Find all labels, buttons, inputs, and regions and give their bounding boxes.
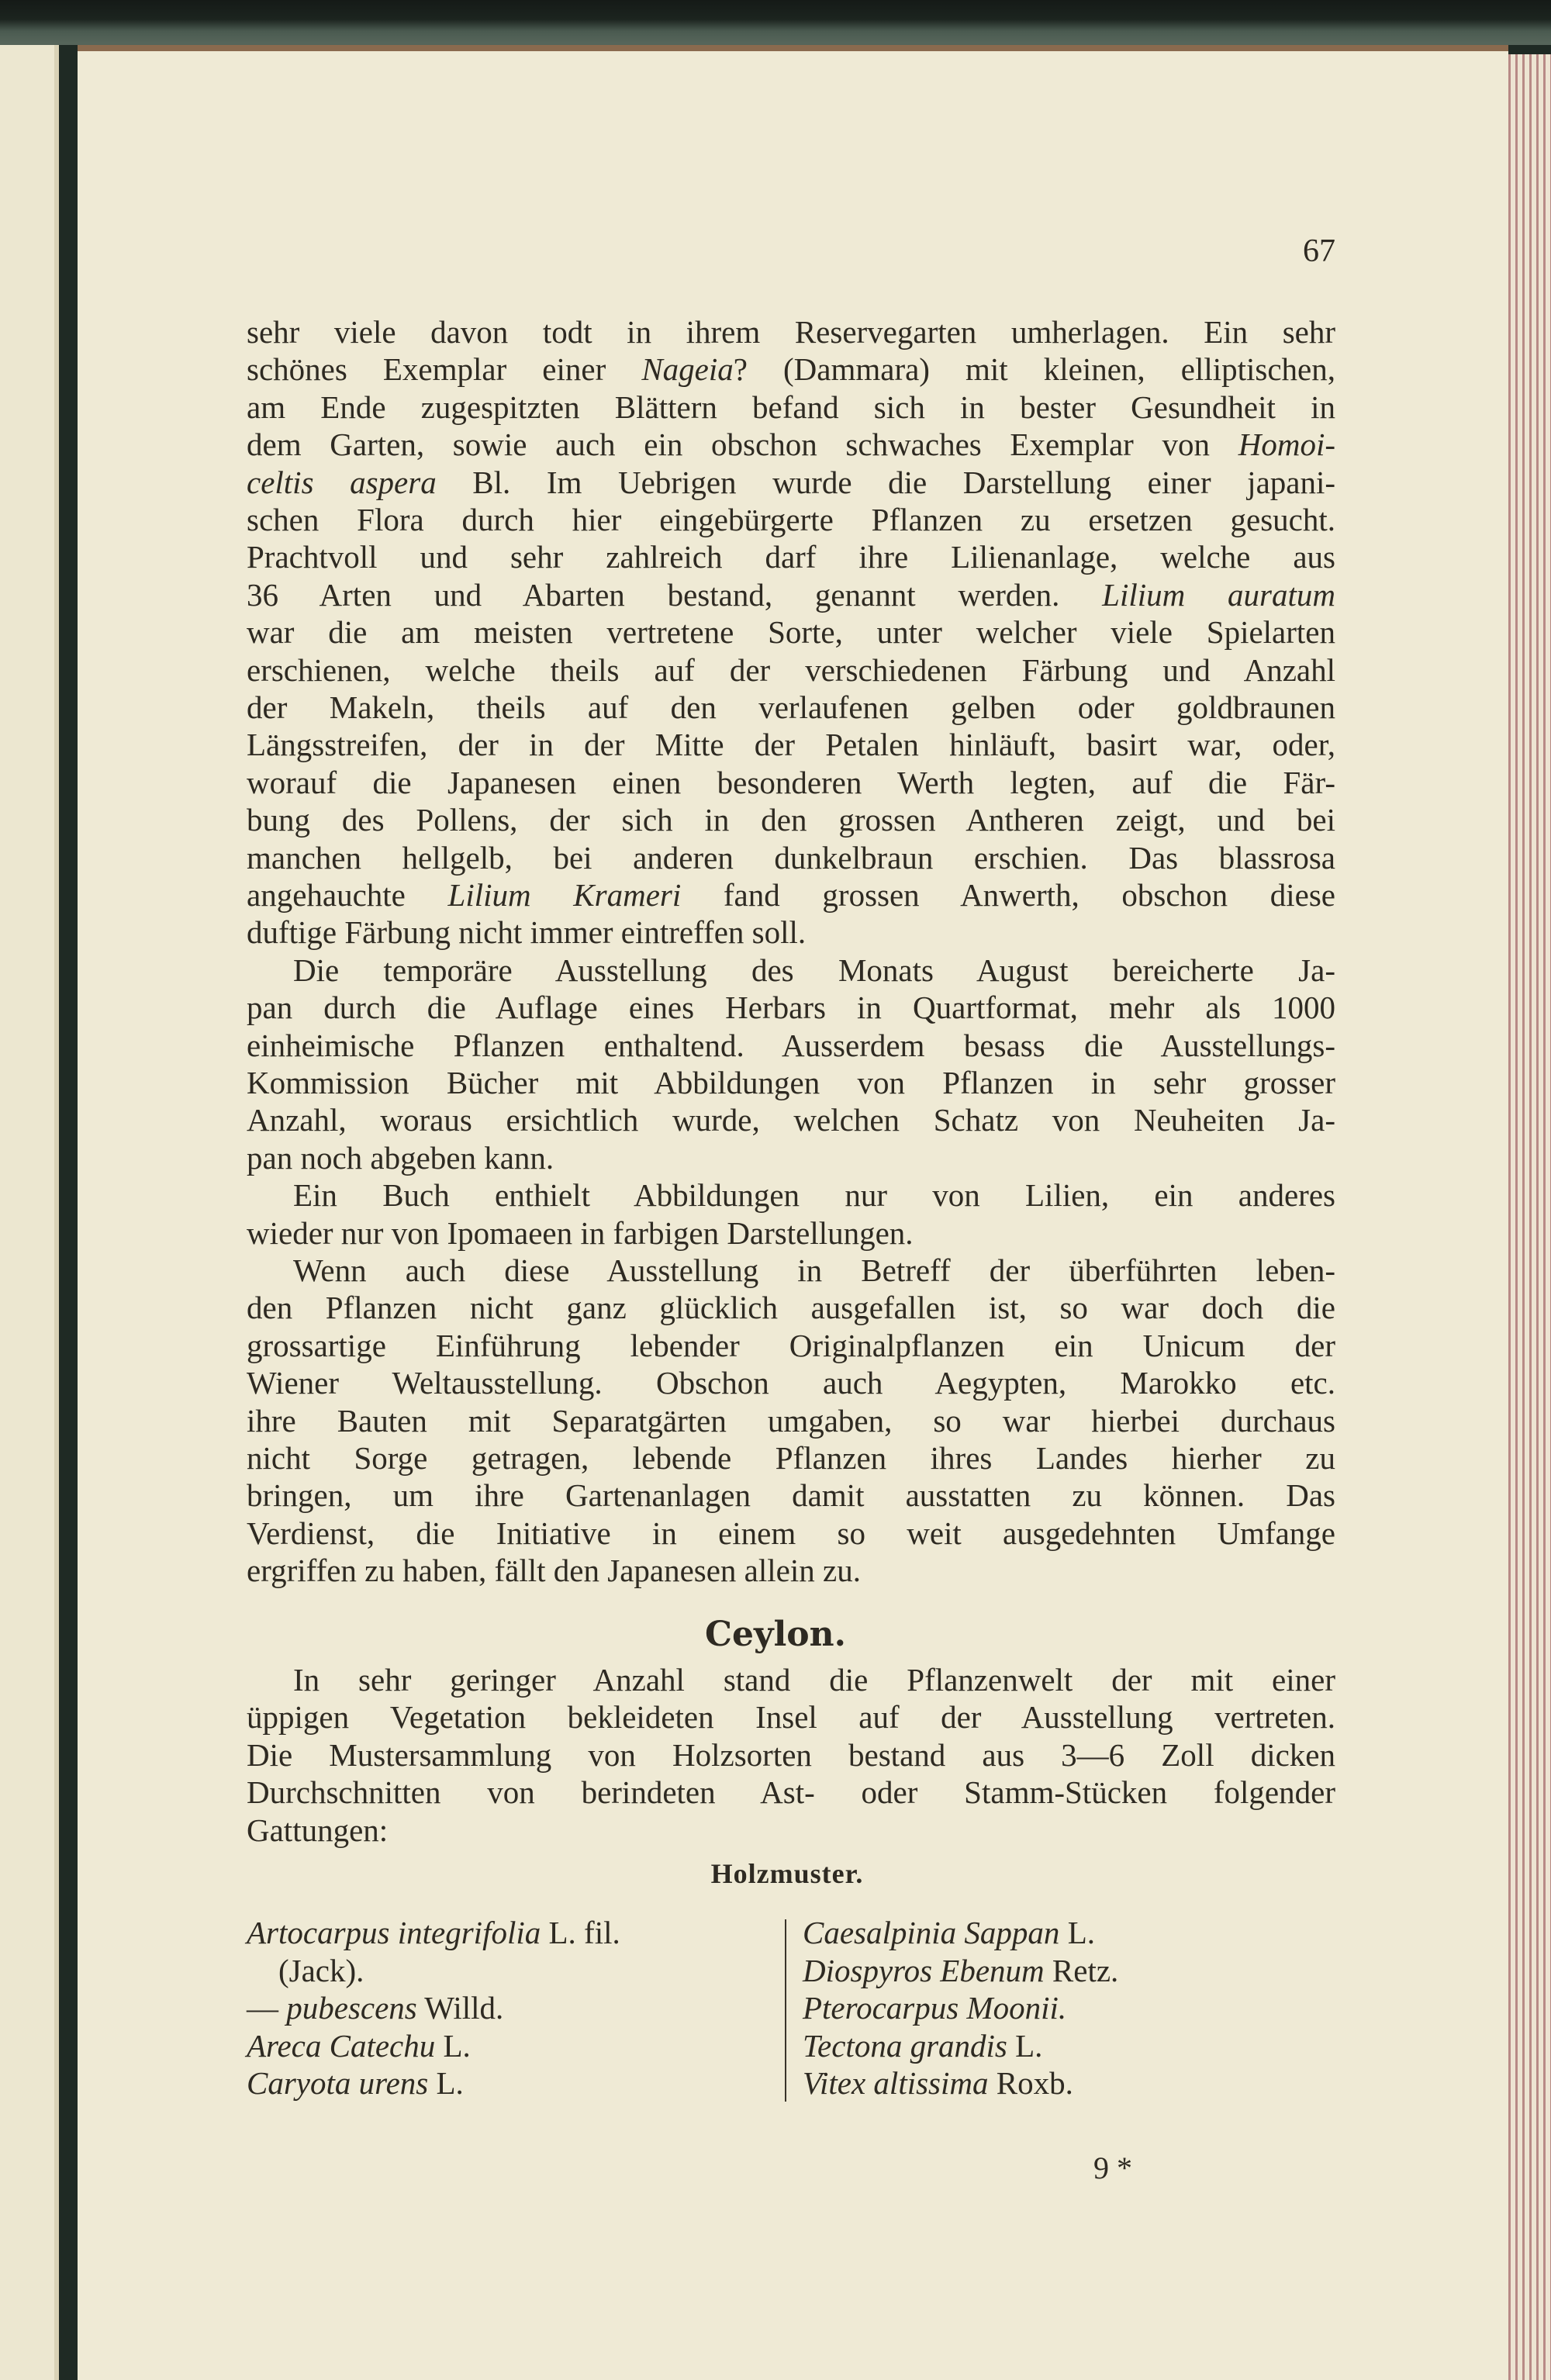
text-line	[293, 1252, 1335, 1289]
italic-text-run: Tectona grandis	[803, 2027, 1007, 2064]
species-entry	[803, 1989, 1118, 2027]
text-line	[247, 464, 1335, 501]
text-line	[247, 576, 1335, 613]
page-edges	[1508, 54, 1551, 2380]
text-run: Längsstreifen, der in der Mitte der Petalen hinläuft, basirt war, oder,	[247, 727, 1335, 763]
text-line	[247, 1027, 1335, 1064]
species-list-left	[247, 1914, 620, 2102]
text-line	[247, 651, 1335, 689]
page-number: 67	[1303, 233, 1335, 269]
text-run: dem Garten, sowie auch ein obschon schwaches Exemplar von	[247, 427, 1238, 463]
text-run: Verdienst, die Initiative in einem so weit ausgedehnten Umfange	[247, 1515, 1335, 1551]
subheading: Holzmuster.	[710, 1858, 864, 1889]
section-heading: Ceylon.	[705, 1615, 846, 1654]
italic-text-run: Artocarpus integrifolia	[247, 1915, 541, 1950]
italic-text-run: Nageia	[641, 351, 734, 388]
text-line	[247, 1698, 1335, 1736]
text-line	[247, 839, 1335, 876]
text-run: bung des Pollens, der sich in den grossen Antheren zeigt, und bei	[247, 802, 1335, 838]
text-line	[247, 726, 1335, 763]
text-line	[247, 313, 1335, 351]
text-line	[247, 801, 1335, 838]
species-entry	[247, 1989, 620, 2027]
italic-text-run: Vitex altissima	[803, 2065, 989, 2101]
text-run: üppigen Vegetation bekleideten Insel auf der Ausstellung vertreten.	[247, 1699, 1335, 1736]
text-run: Durchschnitten von berindeten Ast- oder Stamm-Stücken folgender	[247, 1774, 1335, 1811]
text-line	[247, 426, 1335, 463]
text-line	[247, 876, 1335, 914]
text-line	[247, 1327, 1335, 1364]
text-run: sehr viele davon todt in ihrem Reservegarten umherlagen. Ein sehr	[247, 314, 1335, 350]
scanner-background	[0, 0, 1551, 45]
text-line	[247, 501, 1335, 538]
italic-text-run: Pterocarpus Moonii.	[803, 1990, 1067, 2026]
species-list-right	[803, 1914, 1118, 2102]
text-run: Gattungen:	[247, 1812, 389, 1848]
text-run: einheimische Pflanzen enthaltend. Ausserdem besass die Ausstellungs-	[247, 1027, 1335, 1063]
italic-text-run: celtis aspera	[247, 464, 437, 500]
text-run: wieder nur von Ipomaeen in farbigen Darstellungen.	[247, 1214, 914, 1251]
text-run: Die temporäre Ausstellung des Monats August bereicherte Ja-	[293, 952, 1335, 988]
species-entry	[803, 1952, 1118, 1990]
text-run: Wiener Weltausstellung. Obschon auch Aegypten, Marokko etc.	[247, 1365, 1335, 1401]
species-entry	[247, 2027, 620, 2065]
text-line	[247, 689, 1335, 726]
text-line	[247, 351, 1335, 388]
text-line	[247, 1214, 1335, 1252]
species-entry	[247, 1914, 620, 1952]
text-run: schen Flora durch hier eingebürgerte Pflanzen zu ersetzen gesucht.	[247, 502, 1335, 537]
text-line	[247, 989, 1335, 1026]
text-run: bringen, um ihre Gartenanlagen damit ausstatten zu können. Das	[247, 1477, 1335, 1514]
text-run: ihre Bauten mit Separatgärten umgaben, so war hierbei durchaus	[247, 1402, 1335, 1439]
text-line	[247, 1552, 1335, 1589]
text-run: pan durch die Auflage eines Herbars in Quartformat, mehr als 1000	[247, 990, 1335, 1026]
text-run: Ein Buch enthielt Abbildungen nur von Lilien, ein anderes	[293, 1177, 1335, 1214]
text-run: angehauchte	[247, 877, 448, 913]
text-line	[247, 1515, 1335, 1552]
text-run: Prachtvoll und sehr zahlreich darf ihre Lilienanlage, welche aus	[247, 539, 1335, 575]
text-line	[247, 1101, 1335, 1138]
species-entry	[803, 2064, 1118, 2102]
text-run: L.	[1059, 1915, 1095, 1950]
text-line	[293, 952, 1335, 989]
italic-text-run: Caryota urens	[247, 2065, 429, 2101]
text-run: Wenn auch diese Ausstellung in Betreff der überführten leben-	[293, 1252, 1335, 1288]
text-run: L.	[428, 2065, 464, 2101]
text-run: Retz.	[1044, 1952, 1119, 1988]
text-line	[247, 1439, 1335, 1477]
text-line	[247, 389, 1335, 426]
text-line	[247, 1477, 1335, 1514]
italic-text-run: Lilium auratum	[1102, 576, 1335, 613]
italic-text-run: Areca Catechu	[247, 2027, 436, 2064]
text-line	[293, 1176, 1335, 1214]
species-entry	[247, 2064, 620, 2102]
text-line	[247, 1064, 1335, 1101]
italic-text-run: pubescens	[286, 1990, 417, 2026]
text-run: worauf die Japanesen einen besonderen Werth legten, auf die Fär-	[247, 764, 1335, 800]
text-run: Anzahl, woraus ersichtlich wurde, welchen Schatz von Neuheiten Ja-	[247, 1102, 1335, 1138]
binding-edge	[0, 45, 59, 2380]
text-line	[247, 1289, 1335, 1326]
text-run: L.	[435, 2027, 471, 2064]
text-line	[247, 1812, 1335, 1849]
text-run: pan noch abgeben kann.	[247, 1139, 554, 1176]
text-run: 36 Arten und Abarten bestand, genannt werden.	[247, 576, 1103, 613]
text-run: Kommission Bücher mit Abbildungen von Pflanzen in sehr grosser	[247, 1065, 1335, 1100]
text-run: den Pflanzen nicht ganz glücklich ausgefallen ist, so war doch die	[247, 1290, 1335, 1326]
text-line	[247, 1774, 1335, 1811]
text-line	[247, 613, 1335, 651]
text-run: erschienen, welche theils auf der verschiedenen Färbung und Anzahl	[247, 651, 1335, 688]
text-run: Bl. Im Uebrigen wurde die Darstellung einer japani-	[436, 464, 1336, 500]
text-run: am Ende zugespitzten Blättern befand sich in bester Gesundheit in	[247, 389, 1335, 425]
text-line	[247, 1364, 1335, 1401]
column-divider	[785, 1919, 786, 2102]
text-run: ergriffen zu haben, fällt den Japanesen allein zu.	[247, 1553, 861, 1589]
species-entry	[803, 2027, 1118, 2065]
text-run: duftige Färbung nicht immer eintreffen soll.	[247, 914, 807, 951]
text-line	[247, 914, 1335, 951]
text-run: manchen hellgelb, bei anderen dunkelbraun erschien. Das blassrosa	[247, 839, 1335, 876]
italic-text-run: Caesalpinia Sappan	[803, 1915, 1060, 1950]
text-run: Roxb.	[988, 2065, 1073, 2101]
species-entry	[247, 1952, 620, 1990]
italic-text-run: Homoi-	[1238, 427, 1335, 463]
text-run: fand grossen Anwerth, obschon diese	[681, 877, 1335, 913]
text-line	[293, 1661, 1335, 1698]
signature-mark: 9 *	[1093, 2150, 1132, 2185]
text-line	[247, 1736, 1335, 1774]
text-run: schönes Exemplar einer	[247, 351, 642, 388]
text-run: Die Mustersammlung von Holzsorten bestand aus 3—6 Zoll dicken	[247, 1736, 1335, 1773]
italic-text-run: Diospyros Ebenum	[803, 1952, 1045, 1988]
italic-text-run: Lilium Krameri	[447, 877, 682, 913]
text-line	[247, 1139, 1335, 1176]
text-line	[247, 764, 1335, 801]
text-run: Willd.	[416, 1990, 504, 2026]
text-run: der Makeln, theils auf den verlaufenen gelben oder goldbraunen	[247, 689, 1335, 725]
text-run: In sehr geringer Anzahl stand die Pflanzenwelt der mit einer	[293, 1662, 1335, 1698]
text-run: war die am meisten vertretene Sorte, unter welcher viele Spielarten	[247, 614, 1335, 651]
text-run: —	[247, 1990, 287, 2026]
text-run: nicht Sorge getragen, lebende Pflanzen ihres Landes hierher zu	[247, 1440, 1335, 1476]
text-line	[247, 1402, 1335, 1439]
text-run: (Jack).	[247, 1952, 364, 1988]
text-run: grossartige Einführung lebender Originalpflanzen ein Unicum der	[247, 1327, 1335, 1363]
text-run: ? (Dammara) mit kleinen, elliptischen,	[733, 351, 1335, 388]
text-run: L. fil.	[541, 1915, 620, 1950]
text-line	[247, 538, 1335, 575]
species-entry	[803, 1914, 1118, 1952]
text-run: L.	[1007, 2027, 1043, 2064]
